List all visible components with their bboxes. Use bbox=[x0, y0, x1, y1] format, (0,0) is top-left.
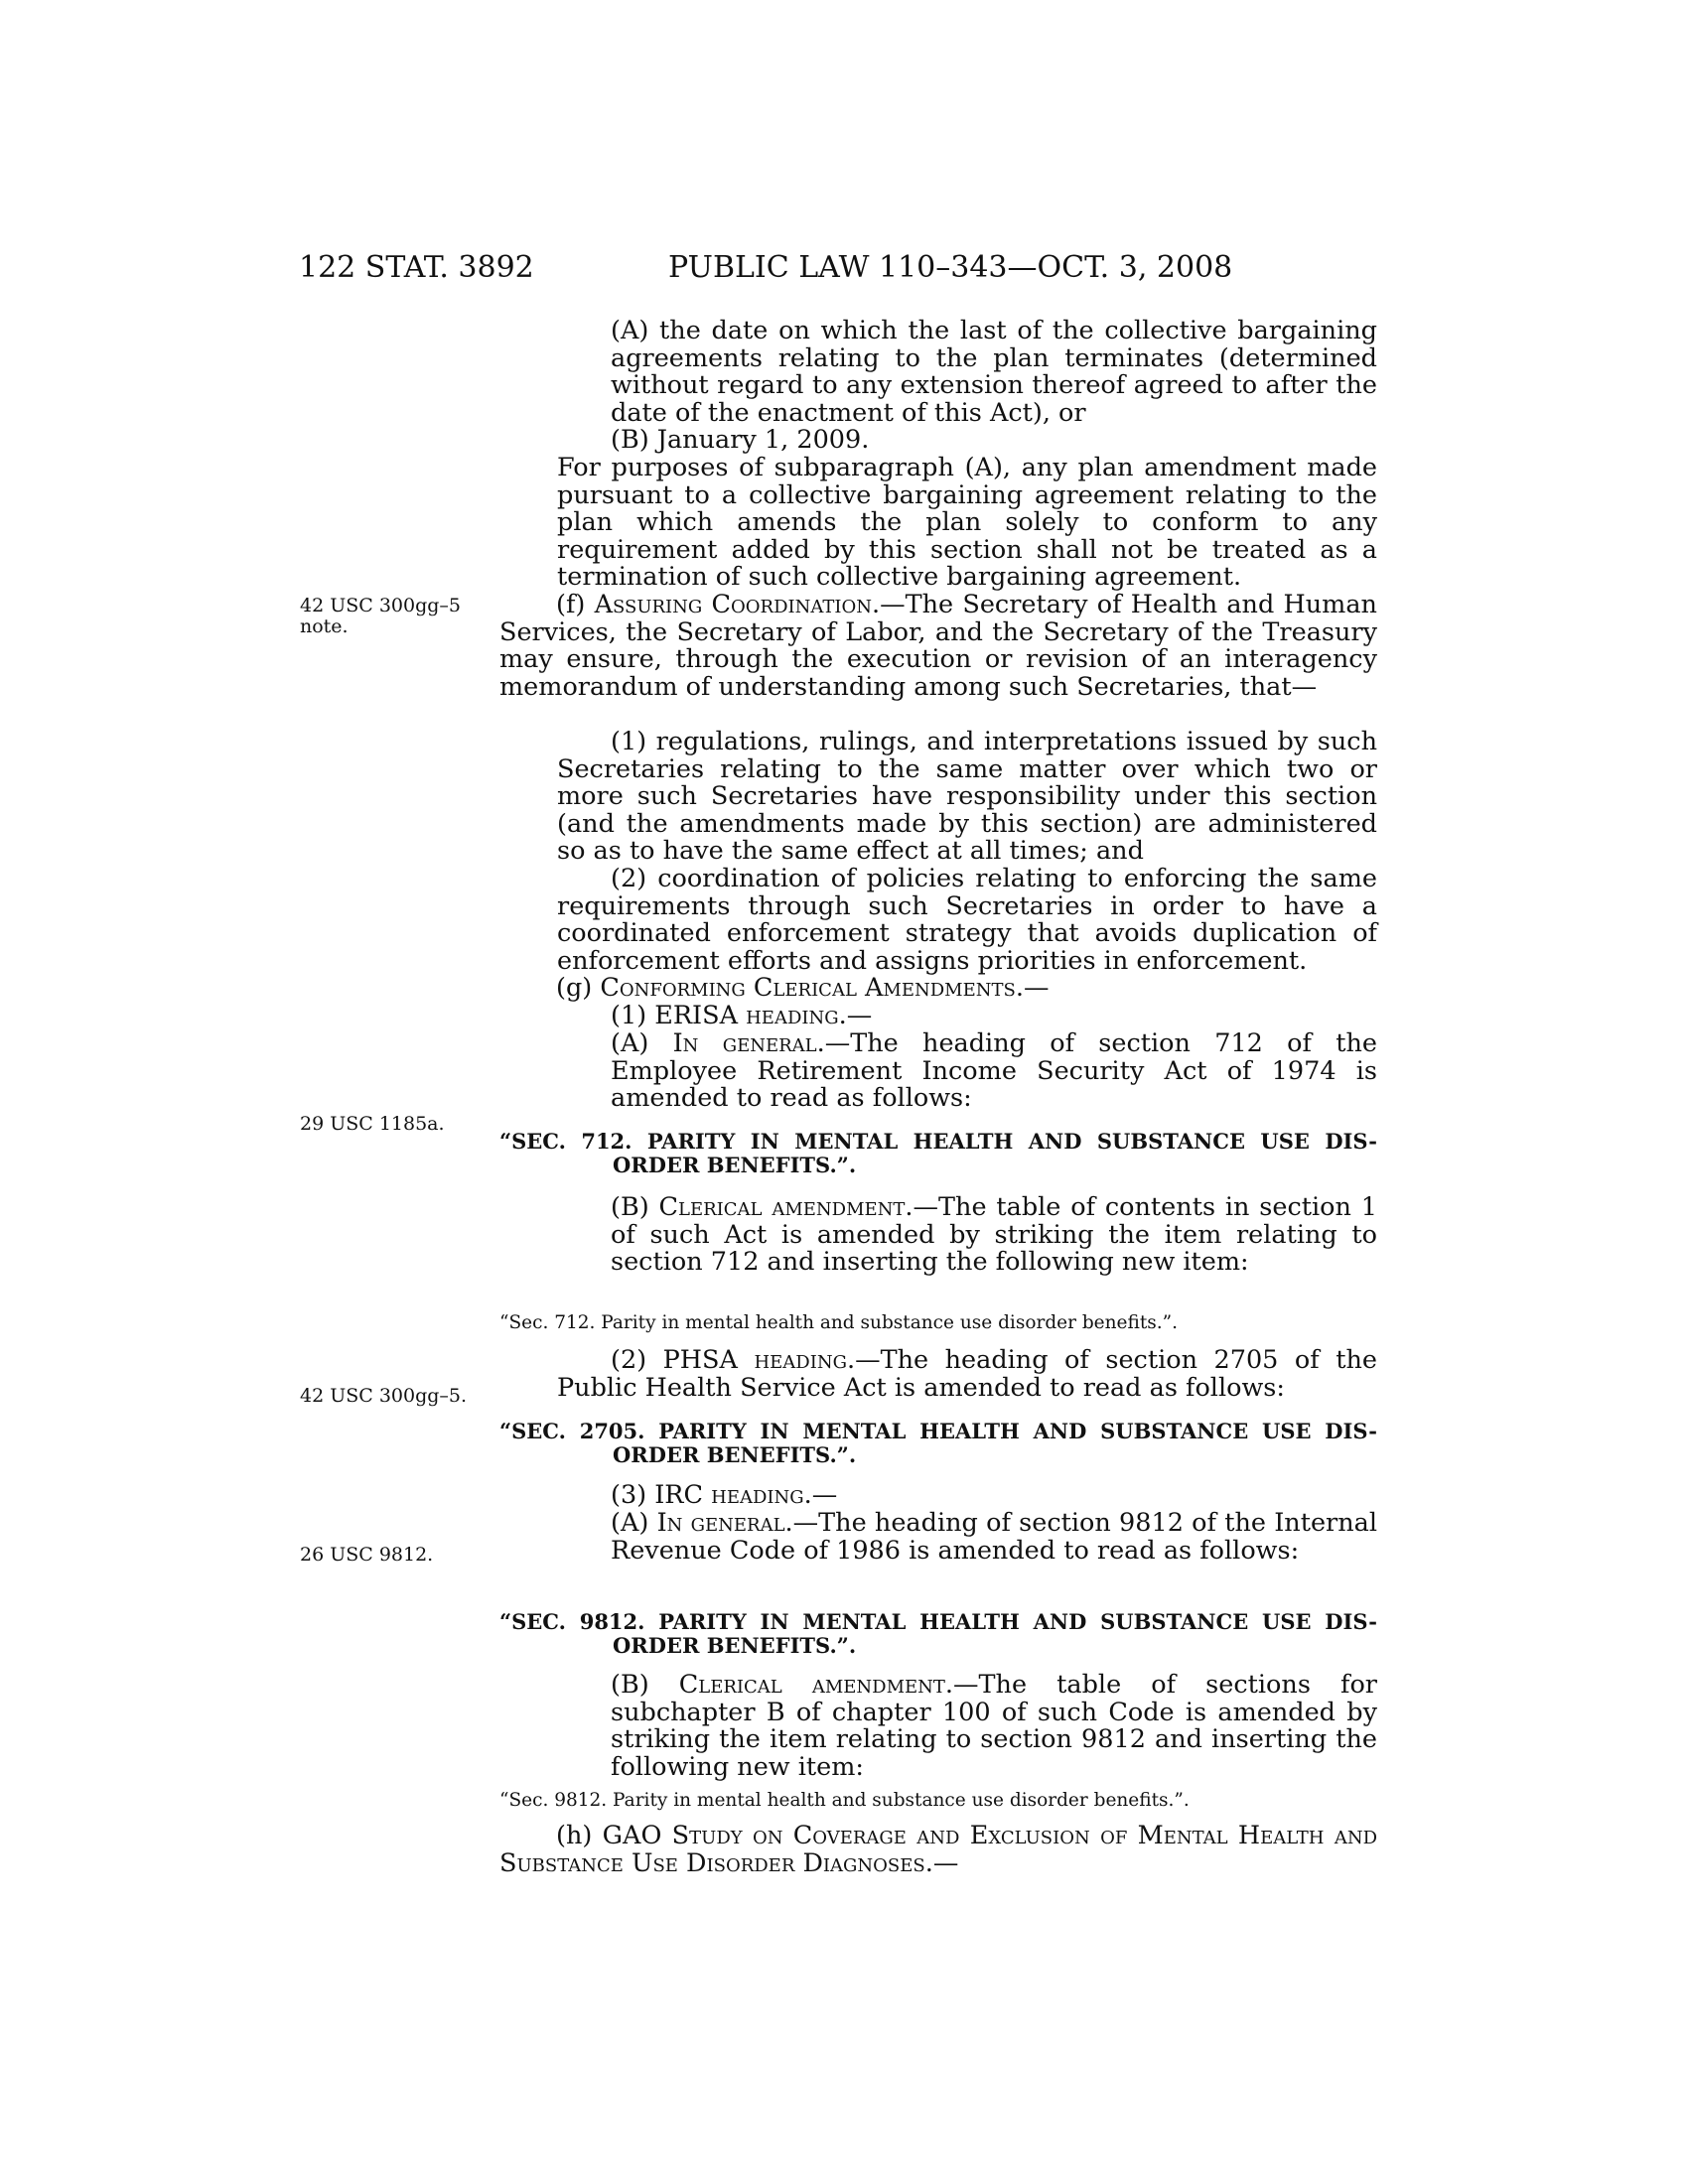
toc-item-9812: “Sec. 9812. Parity in mental health and substance use disorder benefits.”. bbox=[499, 1790, 1190, 1811]
section-9812-heading-line2: ORDER BENEFITS.”. bbox=[613, 1633, 857, 1658]
subparagraph-g3B-paragraph bbox=[611, 1672, 1377, 1781]
subparagraph-g3A bbox=[611, 1510, 1377, 1565]
paragraph-g3-paragraph bbox=[557, 1482, 1377, 1510]
subsection-h-dash: — bbox=[932, 1847, 959, 1878]
paragraph-g3-label: (3) IRC bbox=[611, 1480, 712, 1510]
margin-note-f-line1: 42 USC 300gg–5 bbox=[300, 595, 462, 616]
paragraph-g1-heading: heading. bbox=[746, 1001, 847, 1030]
purposes-paragraph bbox=[557, 455, 1377, 592]
subparagraph-B-date bbox=[611, 427, 1377, 455]
subsection-g-dash: — bbox=[1023, 973, 1050, 1003]
paragraph-g2-label: (2) PHSA bbox=[611, 1345, 755, 1375]
section-712-heading-line2: ORDER BENEFITS.”. bbox=[613, 1153, 857, 1177]
subparagraph-g1A-paragraph bbox=[611, 1030, 1377, 1113]
subsection-h-heading: GAO Study on Coverage and Exclusion of Mental Health and Substance Use Disorder Diagnoses. bbox=[499, 1821, 1377, 1878]
paragraph-g2 bbox=[557, 1347, 1377, 1402]
section-712-heading-line1: “SEC. 712. PARITY IN MENTAL HEALTH AND SUBSTANCE USE DIS- bbox=[499, 1129, 1377, 1154]
subparagraph-g1B-text: —The table of contents in section 1 of such Act is amended by striking the item relating to section 712 and inserting the following new item: bbox=[611, 1192, 1378, 1278]
subsection-g bbox=[499, 975, 1377, 1003]
section-2705-heading-line2: ORDER BENEFITS.”. bbox=[613, 1442, 857, 1467]
subparagraph-g3A-text: —The heading of section 9812 of the Internal Revenue Code of 1986 is amended to read as follows: bbox=[611, 1508, 1378, 1566]
subsection-h-paragraph bbox=[499, 1823, 1377, 1877]
margin-note-irc: 26 USC 9812. bbox=[300, 1544, 434, 1566]
section-9812-heading bbox=[499, 1610, 1377, 1658]
subsection-g-paragraph bbox=[499, 975, 1377, 1003]
purposes-text: For purposes of subparagraph (A), any plan amendment made pursuant to a collective bargaining agreement relating to the plan which amends the plan solely to conform to any requirement added by this section shall not be treated as a termination of such collective bargaining agreement. bbox=[557, 453, 1377, 593]
stat-page-number: 122 STAT. 3892 bbox=[299, 250, 534, 285]
paragraph-f2-text: (2) coordination of policies relating to enforcing the same requirements through such Secretaries in order to have a coordinated enforcement strategy that avoids duplication of enforcement efforts and assigns priorities in enforcement. bbox=[557, 864, 1377, 976]
subparagraph-g3B-label: (B) bbox=[611, 1670, 679, 1700]
subsection-f-text: —The Secretary of Health and Human Services, the Secretary of Labor, and the Secretary of the Treasury may ensure, through the execution or revision of an interagency memorandum of understanding among such Secretaries, that— bbox=[499, 590, 1377, 702]
subparagraph-B-text: (B) January 1, 2009. bbox=[611, 425, 870, 455]
subparagraph-A-text: (A) the date on which the last of the collective bargaining agreements relating to the plan terminates (determined without regard to any extension thereof agreed to after the date of the enactment of this Act), or bbox=[611, 316, 1377, 428]
paragraph-g3-heading: heading. bbox=[711, 1480, 812, 1510]
subparagraph-g1A-heading: In general. bbox=[672, 1028, 825, 1058]
subparagraph-g1A bbox=[611, 1030, 1377, 1113]
paragraph-g2-paragraph bbox=[557, 1347, 1377, 1402]
subsection-f-paragraph bbox=[499, 592, 1377, 701]
subsection-f-label: (f) bbox=[556, 590, 595, 619]
toc-item-712: “Sec. 712. Parity in mental health and substance use disorder benefits.”. bbox=[499, 1312, 1178, 1333]
subparagraph-g3A-heading: In general. bbox=[656, 1508, 793, 1538]
running-head-title: PUBLIC LAW 110–343—OCT. 3, 2008 bbox=[668, 250, 1233, 285]
paragraph-g1-dash: — bbox=[846, 1001, 873, 1030]
subsection-h-label: (h) bbox=[556, 1821, 603, 1850]
subparagraph-g3A-paragraph bbox=[611, 1510, 1377, 1565]
subsection-f bbox=[499, 592, 1377, 701]
subparagraph-g1B-label: (B) bbox=[611, 1192, 659, 1222]
margin-note-f-line2: note. bbox=[300, 615, 349, 637]
subsection-g-label: (g) bbox=[556, 973, 601, 1003]
paragraph-g2-heading: heading. bbox=[754, 1345, 856, 1375]
subsection-f-heading: Assuring Coordination. bbox=[594, 590, 881, 619]
paragraph-f1 bbox=[557, 729, 1377, 866]
margin-note-f bbox=[300, 596, 461, 637]
section-2705-heading-line1: “SEC. 2705. PARITY IN MENTAL HEALTH AND SUBSTANCE USE DIS- bbox=[499, 1419, 1377, 1443]
subparagraph-g3B-heading: Clerical amendment. bbox=[678, 1670, 954, 1700]
section-9812-heading-line1: “SEC. 9812. PARITY IN MENTAL HEALTH AND SUBSTANCE USE DIS- bbox=[499, 1609, 1377, 1634]
paragraph-g1 bbox=[557, 1003, 1377, 1030]
paragraph-g2-text: —The heading of section 2705 of the Public Health Service Act is amended to read as follows: bbox=[557, 1345, 1377, 1403]
paragraph-g3 bbox=[557, 1482, 1377, 1510]
subparagraph-g1B-paragraph bbox=[611, 1194, 1377, 1277]
section-712-heading bbox=[499, 1130, 1377, 1177]
subparagraph-g1B-heading: Clerical amendment. bbox=[658, 1192, 914, 1222]
subsection-h bbox=[499, 1823, 1377, 1877]
margin-note-phsa: 42 USC 300gg–5. bbox=[300, 1385, 468, 1407]
subparagraph-g3B bbox=[611, 1672, 1377, 1781]
subsection-g-heading: Conforming Clerical Amendments. bbox=[600, 973, 1024, 1003]
paragraph-g1-label: (1) ERISA bbox=[611, 1001, 747, 1030]
paragraph-g3-dash: — bbox=[811, 1480, 838, 1510]
subparagraph-g1A-label: (A) bbox=[611, 1028, 673, 1058]
paragraph-f2 bbox=[557, 866, 1377, 975]
section-2705-heading bbox=[499, 1420, 1377, 1467]
paragraph-f1-text: (1) regulations, rulings, and interpretations issued by such Secretaries relating to the same matter over which two or more such Secretaries have responsibility under this section (and the amendments made by this section) are administered so as to have the same effect at all times; and bbox=[557, 727, 1377, 867]
subparagraph-g3B-text: —The table of sections for subchapter B of chapter 100 of such Code is amended by striking the item relating to section 9812 and inserting the following new item: bbox=[611, 1670, 1377, 1782]
subparagraph-g1A-text: —The heading of section 712 of the Employee Retirement Income Security Act of 1974 is amended to read as follows: bbox=[611, 1028, 1377, 1114]
subparagraph-g3A-label: (A) bbox=[611, 1508, 657, 1538]
subparagraph-A-termination bbox=[611, 318, 1377, 427]
margin-note-erisa: 29 USC 1185a. bbox=[300, 1113, 445, 1135]
paragraph-g1-paragraph bbox=[557, 1003, 1377, 1030]
subparagraph-g1B bbox=[611, 1194, 1377, 1277]
